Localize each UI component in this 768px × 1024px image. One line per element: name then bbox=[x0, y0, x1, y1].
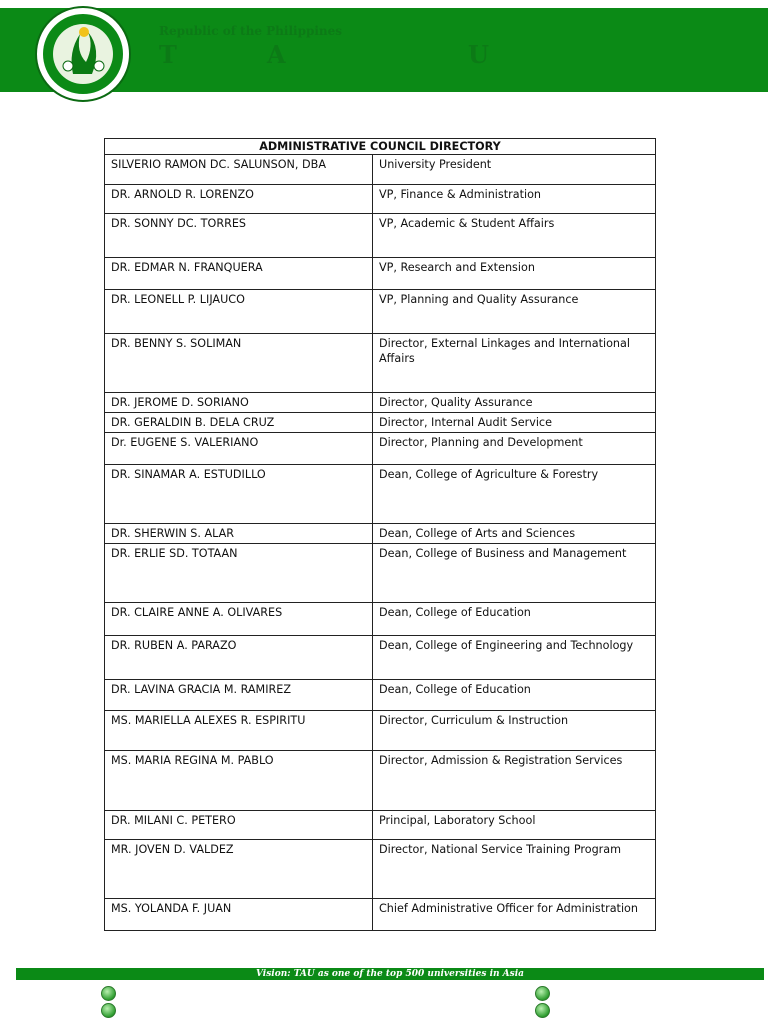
member-name: DR. MILANI C. PETERO bbox=[105, 811, 373, 840]
member-position: Dean, College of Business and Management bbox=[373, 544, 656, 603]
member-position: Director, Planning and Development bbox=[373, 433, 656, 465]
member-position: Director, Curriculum & Instruction bbox=[373, 711, 656, 751]
member-name: MS. MARIA REGINA M. PABLO bbox=[105, 751, 373, 811]
mail-icon[interactable] bbox=[535, 986, 550, 1001]
vision-banner: Vision: TAU as one of the top 500 universities in Asia bbox=[16, 968, 764, 980]
member-position: Chief Administrative Officer for Administration bbox=[373, 899, 656, 931]
mail-icon[interactable] bbox=[101, 986, 116, 1001]
member-name: DR. LAVINA GRACIA M. RAMIREZ bbox=[105, 680, 373, 711]
member-name: DR. ARNOLD R. LORENZO bbox=[105, 185, 373, 214]
letter-t: T bbox=[159, 40, 177, 69]
table-row bbox=[105, 185, 656, 214]
member-position: Principal, Laboratory School bbox=[373, 811, 656, 840]
member-name: MR. JOVEN D. VALDEZ bbox=[105, 840, 373, 899]
member-position: Dean, College of Education bbox=[373, 603, 656, 636]
table-row bbox=[105, 811, 656, 840]
member-name: Dr. EUGENE S. VALERIANO bbox=[105, 433, 373, 465]
table-row bbox=[105, 334, 656, 393]
table-row bbox=[105, 603, 656, 636]
member-name: DR. LEONELL P. LIJAUCO bbox=[105, 290, 373, 334]
member-name: MS. MARIELLA ALEXES R. ESPIRITU bbox=[105, 711, 373, 751]
member-position: VP, Research and Extension bbox=[373, 258, 656, 290]
phone-icon[interactable] bbox=[101, 1003, 116, 1018]
member-position: Director, Quality Assurance bbox=[373, 393, 656, 413]
table-row bbox=[105, 290, 656, 334]
member-position: Director, Admission & Registration Services bbox=[373, 751, 656, 811]
member-name: MS. YOLANDA F. JUAN bbox=[105, 899, 373, 931]
member-position: VP, Academic & Student Affairs bbox=[373, 214, 656, 258]
member-position: Dean, College of Engineering and Technology bbox=[373, 636, 656, 680]
table-title: ADMINISTRATIVE COUNCIL DIRECTORY bbox=[105, 139, 656, 155]
letter-u: U bbox=[468, 40, 489, 69]
republic-heading: Republic of the Philippines bbox=[159, 24, 343, 38]
letter-a: A bbox=[267, 40, 286, 69]
member-name: DR. CLAIRE ANNE A. OLIVARES bbox=[105, 603, 373, 636]
table-row bbox=[105, 465, 656, 524]
directory-table bbox=[104, 138, 656, 931]
table-row bbox=[105, 214, 656, 258]
table-row bbox=[105, 413, 656, 433]
member-name: SILVERIO RAMON DC. SALUNSON, DBA bbox=[105, 155, 373, 185]
member-position: Dean, College of Agriculture & Forestry bbox=[373, 465, 656, 524]
member-name: DR. JEROME D. SORIANO bbox=[105, 393, 373, 413]
table-row bbox=[105, 751, 656, 811]
table-row bbox=[105, 433, 656, 465]
member-name: DR. SHERWIN S. ALAR bbox=[105, 524, 373, 544]
table-row bbox=[105, 840, 656, 899]
table-row bbox=[105, 393, 656, 413]
member-name: DR. GERALDIN B. DELA CRUZ bbox=[105, 413, 373, 433]
member-position: Director, National Service Training Program bbox=[373, 840, 656, 899]
member-position: VP, Finance & Administration bbox=[373, 185, 656, 214]
member-name: DR. ERLIE SD. TOTAAN bbox=[105, 544, 373, 603]
member-name: DR. SONNY DC. TORRES bbox=[105, 214, 373, 258]
member-position: University President bbox=[373, 155, 656, 185]
university-seal-icon bbox=[28, 4, 138, 104]
globe-icon[interactable] bbox=[535, 1003, 550, 1018]
member-position: Director, Internal Audit Service bbox=[373, 413, 656, 433]
table-row bbox=[105, 899, 656, 931]
table-row bbox=[105, 680, 656, 711]
table-row bbox=[105, 524, 656, 544]
member-position: Director, External Linkages and International Affairs bbox=[373, 334, 656, 393]
member-position: VP, Planning and Quality Assurance bbox=[373, 290, 656, 334]
table-row bbox=[105, 544, 656, 603]
table-row bbox=[105, 155, 656, 185]
member-position: Dean, College of Arts and Sciences bbox=[373, 524, 656, 544]
member-name: DR. EDMAR N. FRANQUERA bbox=[105, 258, 373, 290]
table-row bbox=[105, 711, 656, 751]
table-header-row bbox=[105, 139, 656, 155]
member-position: Dean, College of Education bbox=[373, 680, 656, 711]
table-row bbox=[105, 258, 656, 290]
member-name: DR. SINAMAR A. ESTUDILLO bbox=[105, 465, 373, 524]
member-name: DR. BENNY S. SOLIMAN bbox=[105, 334, 373, 393]
member-name: DR. RUBEN A. PARAZO bbox=[105, 636, 373, 680]
table-row bbox=[105, 636, 656, 680]
